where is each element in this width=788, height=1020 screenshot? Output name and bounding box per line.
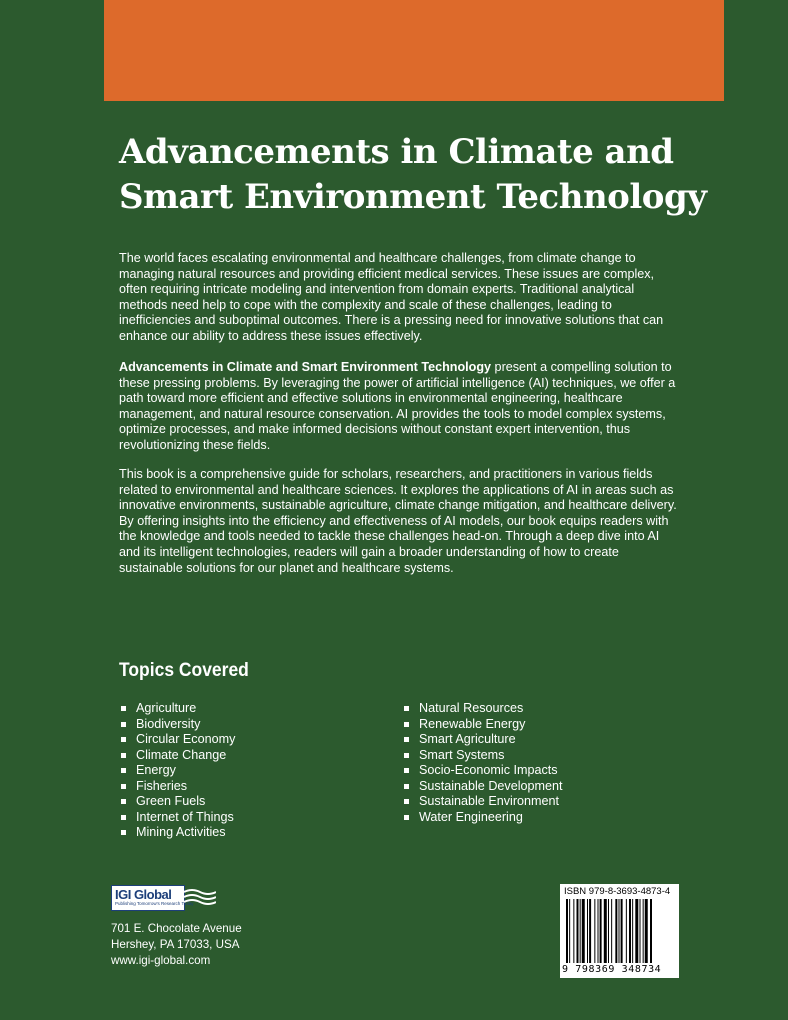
topic-item: Mining Activities (119, 825, 235, 841)
description-paragraph-3: This book is a comprehensive guide for scholars, researchers, and practitioners in various fields related to environmental and healthcare sciences. It explores the applications of AI in areas such as innovative environments, sustainable agriculture, climate change mitigation, and healthcare delivery. By offering insights into the efficiency and effectiveness of AI models, our book equips readers with the knowledge and tools needed to tackle these challenges head-on. Through a deep dive into AI and its intelligent technologies, readers will gain a broader understanding of how to create sustainable solutions for our planet and healthcare systems. (119, 467, 677, 575)
square-bullet-icon (404, 706, 409, 711)
topic-item: Sustainable Development (402, 779, 563, 795)
barcode-digits: 9 798369 348734 (562, 964, 662, 975)
topic-list-left (119, 701, 235, 841)
book-title-inline: Advancements in Climate and Smart Environment Technology (119, 360, 492, 374)
square-bullet-icon (121, 737, 126, 742)
square-bullet-icon (404, 737, 409, 742)
square-bullet-icon (404, 722, 409, 727)
topic-item: Circular Economy (119, 732, 235, 748)
address-city: Hershey, PA 17033, USA (111, 937, 240, 951)
publisher-address (111, 921, 242, 968)
square-bullet-icon (121, 784, 126, 789)
paragraph-2-text: present a compelling solution to these pressing problems. By leveraging the power of artificial intelligence (AI) techniques, we offer a path toward more efficient and effective solutions in environmental engineering, healthcare management, and natural resource conservation. AI provides the tools to model complex systems, optimize processes, and make informed decisions without constant expert intervention, thus revolutionizing these fields. (119, 360, 676, 452)
topic-list-right (402, 701, 563, 825)
square-bullet-icon (121, 815, 126, 820)
square-bullet-icon (121, 722, 126, 727)
square-bullet-icon (121, 753, 126, 758)
book-title (119, 130, 719, 220)
square-bullet-icon (404, 784, 409, 789)
topic-item: Energy (119, 763, 235, 779)
isbn-label: ISBN 979-8-3693-4873-4 (564, 886, 671, 897)
square-bullet-icon (121, 830, 126, 835)
address-street: 701 E. Chocolate Avenue (111, 922, 242, 935)
square-bullet-icon (404, 753, 409, 758)
description-paragraph-2 (119, 360, 677, 454)
isbn-barcode-box (560, 884, 679, 978)
square-bullet-icon (121, 768, 126, 773)
square-bullet-icon (404, 799, 409, 804)
square-bullet-icon (121, 706, 126, 711)
topic-item: Fisheries (119, 779, 235, 795)
igi-global-logo (111, 885, 215, 911)
barcode-icon (566, 899, 674, 963)
topic-item: Agriculture (119, 701, 235, 717)
logo-tagline: Publishing Tomorrow's Research Today (115, 901, 194, 906)
description-paragraph-1: The world faces escalating environmental and healthcare challenges, from climate change to managing natural resources and providing efficient medical services. These issues are complex, often requiring intricate modeling and intervention from domain experts. Traditional analytical methods need help to cope with the complexity and scale of these challenges, leading to inefficiencies and suboptimal outcomes. There is a pressing need for innovative solutions that can enhance our ability to address these issues effectively. (119, 251, 664, 343)
topic-item: Internet of Things (119, 810, 235, 826)
topic-item: Socio-Economic Impacts (402, 763, 563, 779)
wave-icon (184, 888, 216, 908)
topic-item: Biodiversity (119, 717, 235, 733)
topic-item: Smart Agriculture (402, 732, 563, 748)
logo-name: IGI Global (115, 887, 172, 902)
topic-item: Sustainable Environment (402, 794, 563, 810)
topic-item: Green Fuels (119, 794, 235, 810)
orange-band (104, 0, 724, 101)
square-bullet-icon (404, 815, 409, 820)
logo-box (111, 885, 194, 911)
topic-item: Climate Change (119, 748, 235, 764)
square-bullet-icon (121, 799, 126, 804)
topic-item: Natural Resources (402, 701, 563, 717)
topic-item: Water Engineering (402, 810, 563, 826)
topics-heading: Topics Covered (119, 660, 249, 681)
publisher-website: www.igi-global.com (111, 953, 211, 967)
title-line-1: Advancements in Climate and (119, 132, 674, 172)
title-line-2: Smart Environment Technology (119, 177, 707, 217)
topic-item: Smart Systems (402, 748, 563, 764)
square-bullet-icon (404, 768, 409, 773)
topic-item: Renewable Energy (402, 717, 563, 733)
